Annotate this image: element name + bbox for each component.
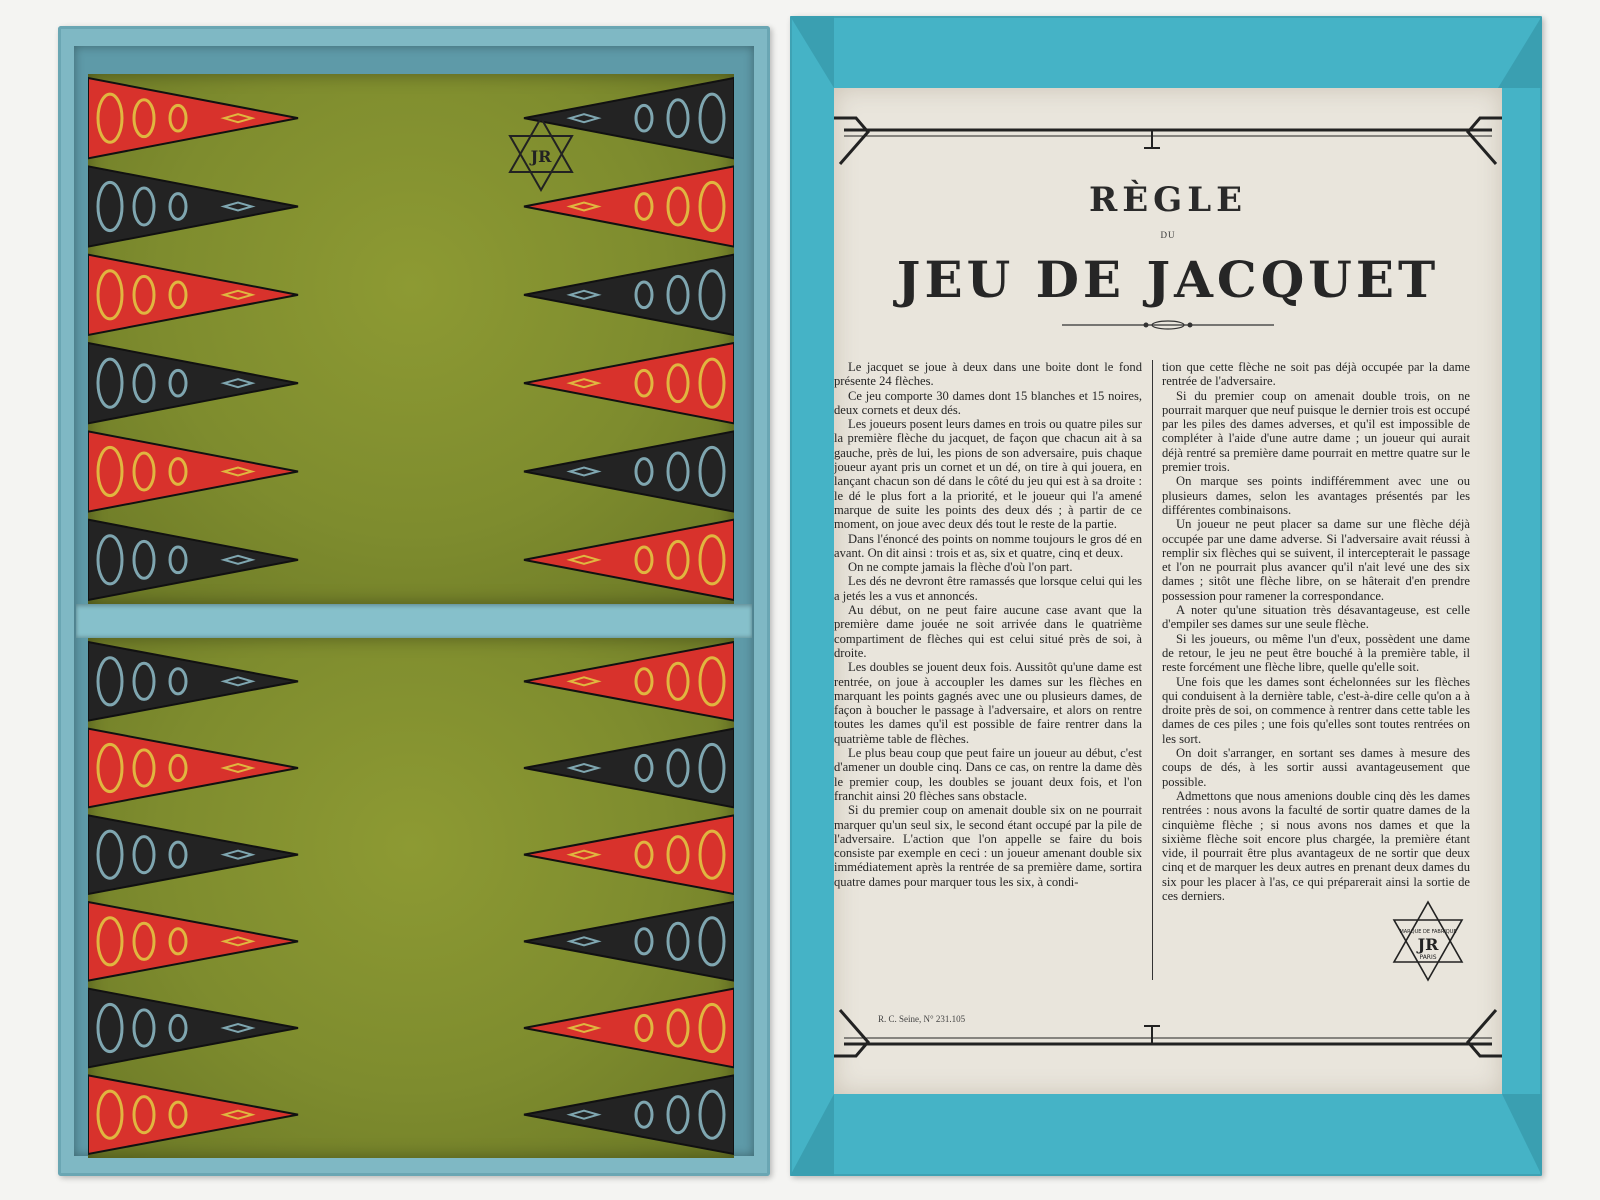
board-half-bottom	[88, 638, 734, 1158]
point-left	[88, 343, 298, 423]
rules-sheet	[834, 88, 1502, 1094]
point-right	[524, 1075, 734, 1154]
left-paragraph: Les doubles se jouent deux fois. Aussitôt qu'une dame est rentrée, on joue à accoupler les dames sur les flèches en marquant les points gagnés avec une ou plusieurs dames, de façon à boucher le passage à l'adversaire, et alors on rentre toutes les dames qu'il est possible de faire rentrer dans la quatrième table de flèches.	[834, 660, 1142, 746]
point-right	[524, 815, 734, 894]
right-paragraph: On marque ses points indifféremment avec une ou plusieurs dames, selon les avantages présentés par les différentes combinaisons.	[1162, 474, 1470, 517]
point-left	[88, 78, 298, 158]
left-paragraph: Le jacquet se joue à deux dans une boite dont le fond présente 24 flèches.	[834, 360, 1142, 389]
right-paragraph: On doit s'arranger, en sortant ses dames à mesure des coups de dés, à les sortir aussi avantageusement que possible.	[1162, 746, 1470, 789]
left-paragraph: Dans l'énoncé des points on nomme toujours le gros dé en avant. On dit ainsi : trois et as, six et quatre, cinq et deux.	[834, 531, 1142, 560]
rules-title: RÈGLE	[1088, 180, 1248, 220]
points-top	[88, 74, 734, 604]
lid-logo-letters: JR	[1417, 935, 1439, 954]
left-paragraph: Les dés ne devront être ramassés que lorsque celui qui les a jetés les a vus et annoncés.	[834, 574, 1142, 603]
point-left	[88, 642, 298, 721]
point-left	[88, 815, 298, 894]
point-left	[88, 902, 298, 981]
right-paragraph: tion que cette flèche ne soit pas déjà occupée par la dame rentrée de l'adversaire.	[1162, 360, 1470, 389]
lid-logo-caption-bottom: PARIS	[1419, 954, 1437, 961]
left-paragraph: Les joueurs posent leurs dames en trois ou quatre piles sur la première flèche du jacquet, de façon que chacun ait à sa gauche, près de lui, les pions de son adversaire, puis chaque joueur ayant pris un cornet et un dé, on tire à qui jouera, en lançant chacun son dé dans le côté du jeu qui est à sa droite : le dé le plus fort a la priorité, et le joueur qui l'a amené marque de suite les points des deux dés ; à partir de ce moment, on joue avec deux dés tout le reste de la partie.	[834, 417, 1142, 532]
right-paragraph: Un joueur ne peut placer sa dame sur une flèche déjà occupée par une dame adverse. Si l'adversaire avait réussi à remplir six flèches qui se suivent, il intercepterait le passage et l'on ne pourrait plus avancer qu'il n'ait levé une des six dames ; sitôt une flèche libre, on se hâterait d'en prendre possession pour ramener la correspondance.	[1162, 517, 1470, 603]
left-paragraph: On ne compte jamais la flèche d'où l'on part.	[848, 560, 1073, 575]
title-ornament-icon	[1062, 318, 1274, 332]
left-paragraph: Ce jeu comporte 30 dames dont 15 blanches et 15 noires, deux cornets et deux dés.	[834, 388, 1142, 417]
rules-subtitle-du: DU	[1160, 230, 1176, 240]
left-paragraph: Le plus beau coup que peut faire un joueur au début, c'est d'amener un double cinq. Dans ce cas, on rentre la dame dès le premier coup, les doubles se jouant deux fois, et l'on franchit ainsi 20 flèches sans obstacle.	[834, 746, 1142, 803]
point-right	[524, 520, 734, 600]
point-right	[524, 642, 734, 721]
point-right	[524, 431, 734, 511]
point-left	[88, 166, 298, 246]
right-paragraph: Admettons que nous amenions double cinq dès les dames rentrées : nous avons la faculté de sortir quatre dames de la cinquième flèche ; si nous avons nos dames et que la sixième flèche soit encore plus chargée, la première étant vide, il pourrait être plus avantageux de ne sortir que deux cinq et de marquer les deux autres en prenant deux dames du six pour les placer à l'as, ce qui préparerait ainsi la sortie de ces derniers.	[1162, 788, 1470, 903]
left-paragraph: Si du premier coup on amenait double six on ne pourrait marquer qu'un seul six, le second étant occupé par la pile de l'adversaire. L'action que l'on appelle se faire du bois consiste par exemple en ceci : un joueur amenant double six immédiatement après la rentrée de sa première dame, sortira quatre dames pour marquer tous les six, à condi-	[834, 803, 1142, 889]
point-left	[88, 520, 298, 600]
point-right	[524, 343, 734, 423]
right-paragraph: Une fois que les dames sont échelonnées sur les flèches qui conduisent à la dernière table, c'est-à-dire celle qu'on a à droite près de soi, on commence à rentrer dans cette table les dames de ces piles ; une fois qu'elles sont toutes rentrées on les sort.	[1162, 674, 1470, 746]
point-right	[524, 989, 734, 1068]
right-paragraph: Si les joueurs, ou même l'un d'eux, possèdent une dame de retour, le jeu ne peut être bouché à la première table, il reste forcément une flèche libre, quelle qu'elle soit.	[1162, 631, 1470, 675]
point-left	[88, 729, 298, 808]
point-right	[524, 255, 734, 335]
board-divider	[76, 604, 752, 638]
board-box	[58, 26, 770, 1176]
registration-number: R. C. Seine, N° 231.105	[878, 1014, 966, 1024]
lid-logo-caption-top: MARQUE DE FABRIQUE	[1399, 929, 1457, 935]
point-right	[524, 902, 734, 981]
game-title: JEU DE JACQUET	[896, 250, 1440, 309]
point-left	[88, 255, 298, 335]
point-right	[524, 729, 734, 808]
rules-column-left	[834, 360, 1142, 1000]
point-left	[88, 431, 298, 511]
board-half-top	[88, 74, 734, 604]
point-left	[88, 1075, 298, 1154]
board-logo-letters: JR	[530, 147, 552, 166]
left-paragraph: Au début, on ne peut faire aucune case avant que la première dame jouée ne soit arrivée dans le quatrième compartiment de flèches qui est celui situé près de soi, à droite.	[834, 603, 1142, 660]
right-paragraph: A noter qu'une situation très désavantageuse, est celle d'empiler ses dames sur une seule flèche.	[1162, 603, 1470, 632]
column-separator	[1152, 360, 1153, 980]
lid-logo-icon	[1390, 900, 1466, 987]
points-bottom	[88, 638, 734, 1158]
point-left	[88, 989, 298, 1068]
right-paragraph: Si du premier coup on amenait double trois, on ne pourrait marquer que neuf puisque le dernier trois est occupé par les piles des dames adverses, et qu'il est impossible de compléter à l'aide d'une autre dame ; un joueur qui aurait déjà rentré sa première dame pourrait en mettre quatre sur le premier trois.	[1162, 388, 1470, 475]
